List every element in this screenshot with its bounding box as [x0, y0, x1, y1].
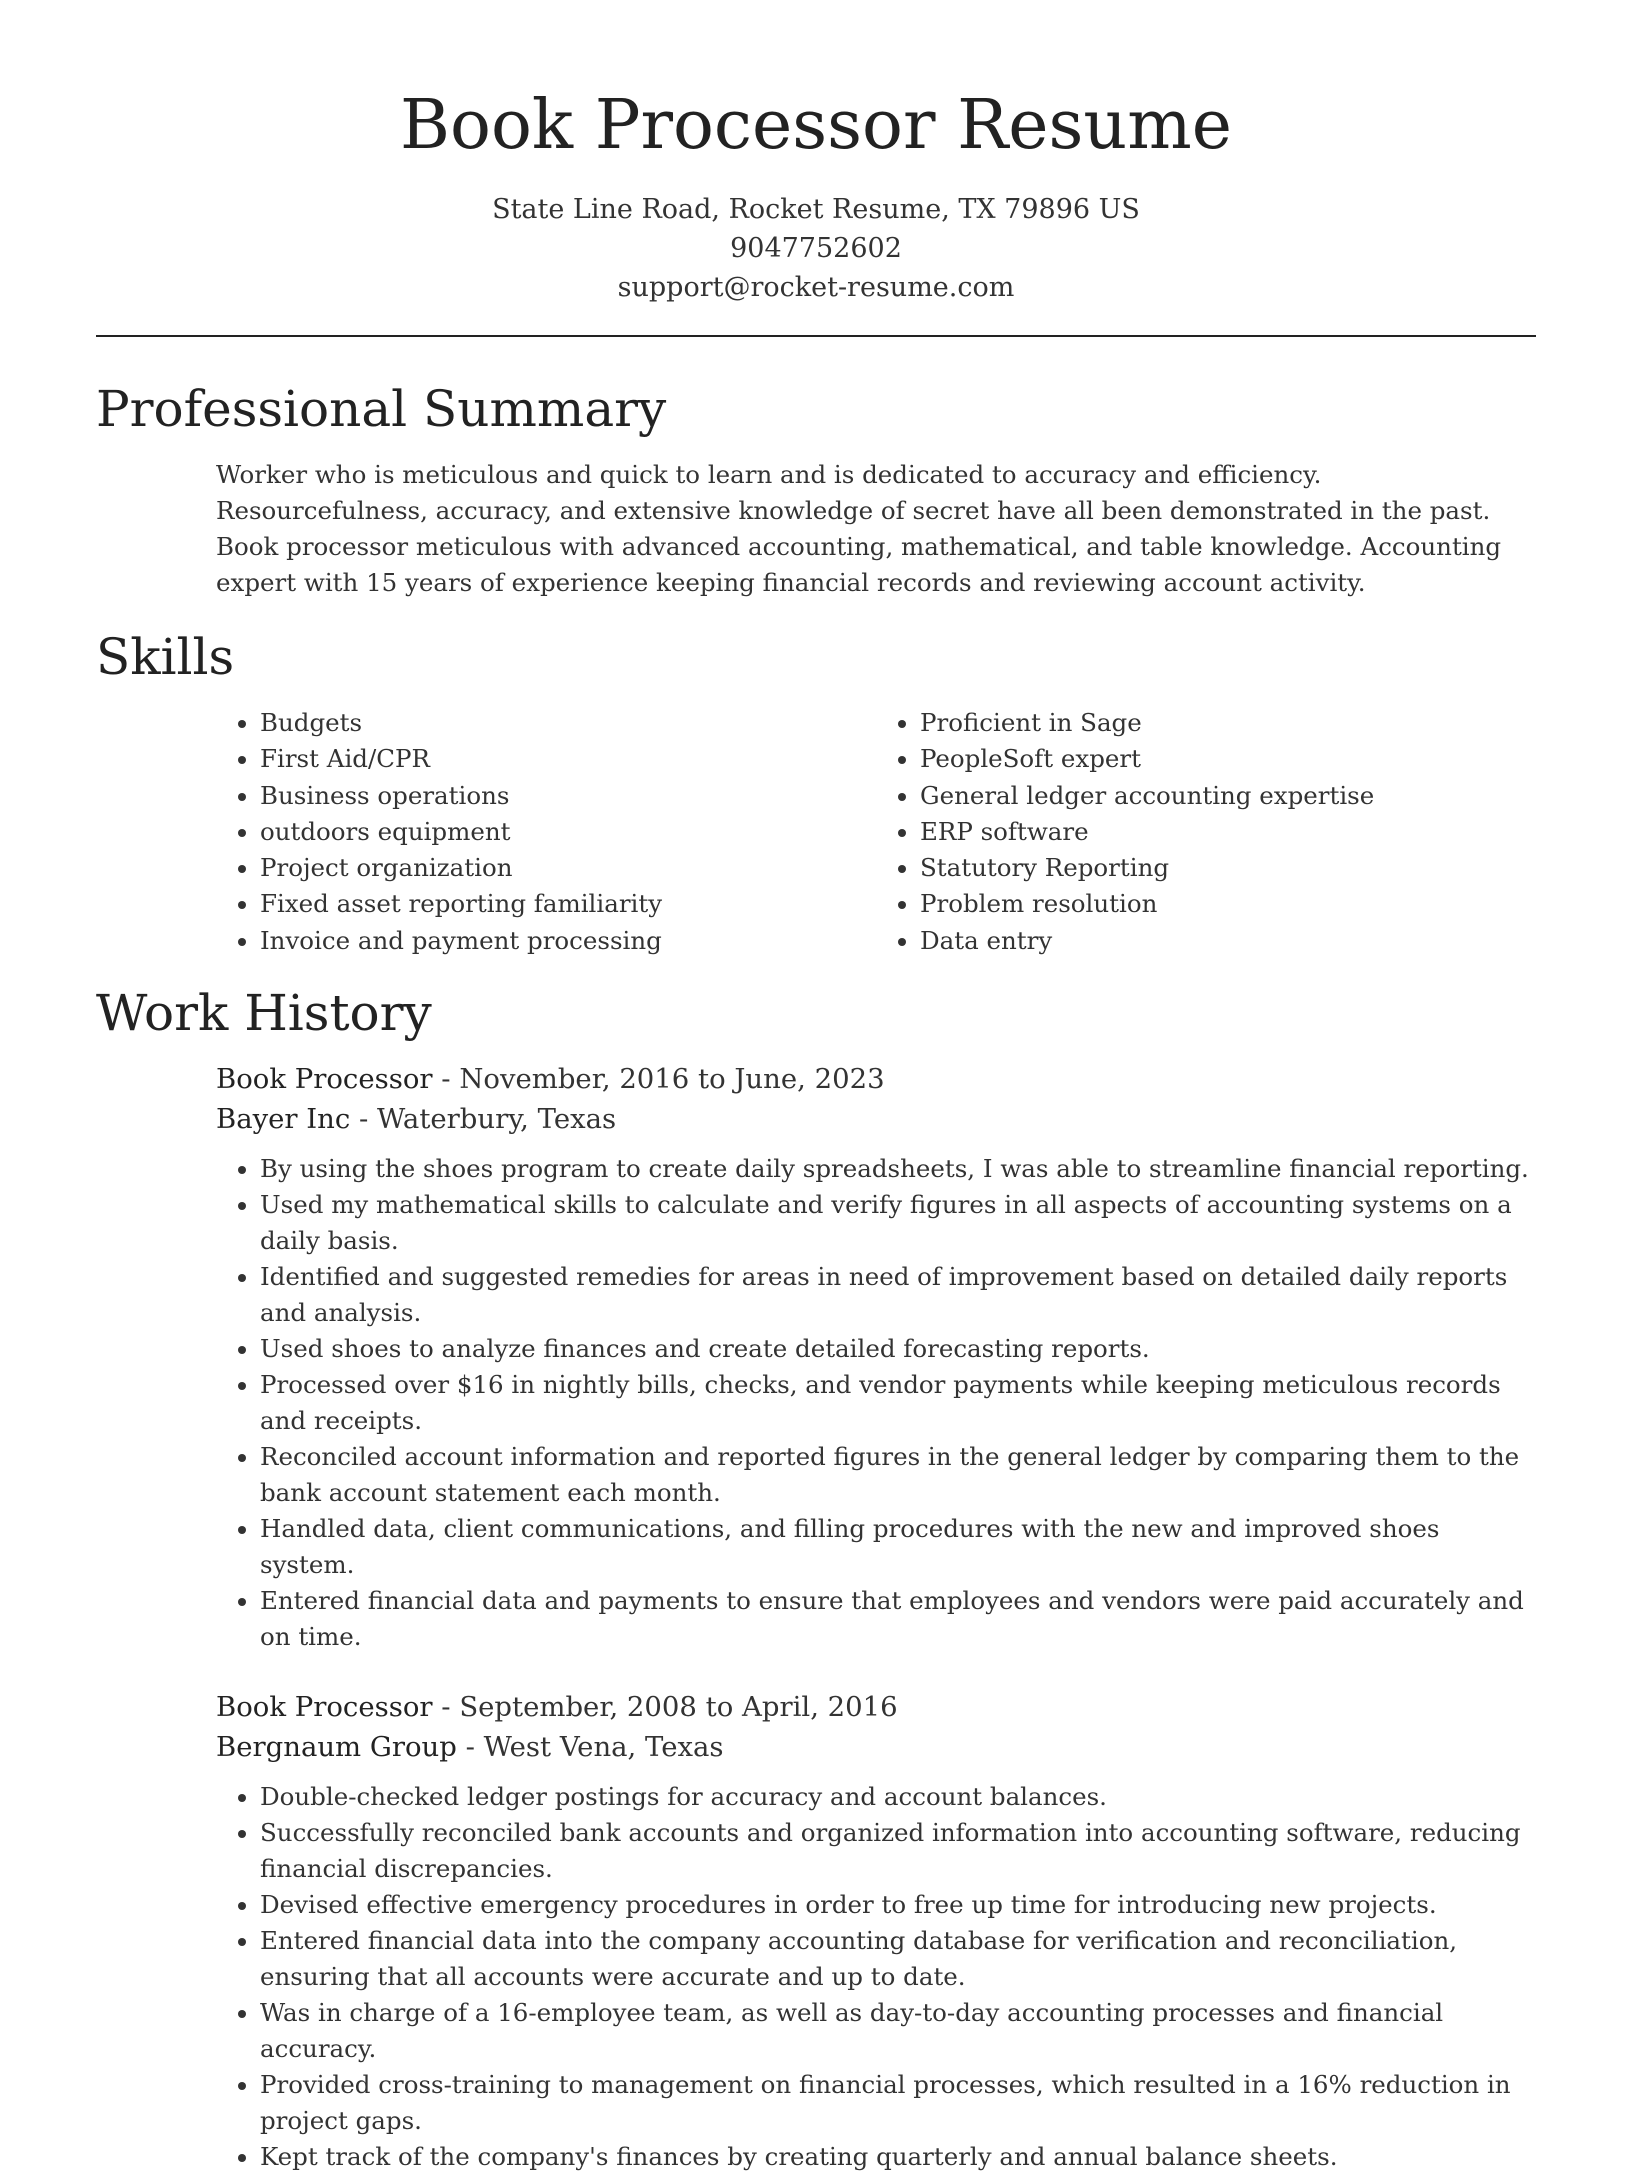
skill-item: • Problem resolution [920, 886, 1536, 922]
summary-text: Worker who is meticulous and quick to learn and is dedicated to accuracy and efficiency. Resourcefulness, accuracy, and extensive knowledge of secret have all been demonstrated in the past. Book processor meticulous with advanced accounting, mathematical, and table knowledge. Accounting expert with 15 years of experience keeping financial records and reviewing account activity. [216, 460, 1502, 597]
skills-column-right [876, 705, 1536, 959]
job-bullet: • Provided cross-training to management on financial processes, which resulted in a 16% reduction in project gaps. [260, 2067, 1536, 2139]
summary-heading: Professional Summary [96, 380, 667, 438]
resume-title: Book Processor Resume [400, 86, 1232, 165]
resume-page [96, 0, 1536, 2175]
job-company-line [216, 1099, 1536, 1139]
job-bullet: • Used my mathematical skills to calculate and verify figures in all aspects of accounting systems on a daily basis. [260, 1187, 1536, 1259]
job-bullets [216, 1151, 1536, 1655]
job-bullet: • Identified and suggested remedies for areas in need of improvement based on detailed daily reports and analysis. [260, 1259, 1536, 1331]
job-company: Bayer Inc [216, 1103, 351, 1136]
job-entry [216, 1687, 1536, 2175]
job-bullet: • Processed over $16 in nightly bills, checks, and vendor payments while keeping meticulous records and receipts. [260, 1367, 1536, 1439]
job-bullet: • Kept track of the company's finances by creating quarterly and annual balance sheets. [260, 2139, 1536, 2175]
job-bullet: • By using the shoes program to create daily spreadsheets, I was able to streamline financial reporting. [260, 1151, 1536, 1187]
job-bullet: • Reconciled account information and reported figures in the general ledger by comparing them to the bank account statement each month. [260, 1439, 1536, 1511]
job-location: - West Vena, Texas [456, 1731, 724, 1764]
job-title: Book Processor [216, 1691, 433, 1724]
job-company: Bergnaum Group [216, 1731, 457, 1764]
skill-item: • First Aid/CPR [260, 741, 876, 777]
skill-item: • Business operations [260, 778, 876, 814]
contact-phone: 9047752602 [730, 233, 902, 264]
skill-item: • Fixed asset reporting familiarity [260, 886, 876, 922]
job-title-line [216, 1687, 1536, 1727]
skill-item: • Invoice and payment processing [260, 923, 876, 959]
skill-item: • Proficient in Sage [920, 705, 1536, 741]
job-bullet: • Devised effective emergency procedures in order to free up time for introducing new projects. [260, 1887, 1536, 1923]
skill-item: • Data entry [920, 923, 1536, 959]
contact-email: support@rocket-resume.com [617, 272, 1015, 303]
job-entry [216, 1059, 1536, 1655]
job-title: Book Processor [216, 1063, 433, 1096]
skills-list [216, 705, 1536, 959]
skills-column-left [216, 705, 876, 959]
job-bullet: • Double-checked ledger postings for accuracy and account balances. [260, 1779, 1536, 1815]
job-dates: - November, 2016 to June, 2023 [432, 1063, 885, 1096]
skill-item: • PeopleSoft expert [920, 741, 1536, 777]
skills-heading: Skills [96, 628, 235, 686]
job-bullets [216, 1779, 1536, 2175]
contact-block [96, 190, 1536, 307]
job-bullet: • Entered financial data and payments to ensure that employees and vendors were paid accurately and on time. [260, 1583, 1536, 1655]
work-history-heading: Work History [96, 984, 432, 1043]
job-title-line [216, 1059, 1536, 1099]
job-bullet: • Entered financial data into the company accounting database for verification and reconciliation, ensuring that all accounts were accurate and up to date. [260, 1923, 1536, 1995]
header-divider [96, 335, 1536, 337]
job-company-line [216, 1727, 1536, 1767]
job-location: - Waterbury, Texas [350, 1103, 617, 1136]
skill-item: • General ledger accounting expertise [920, 778, 1536, 814]
job-bullet: • Used shoes to analyze finances and create detailed forecasting reports. [260, 1331, 1536, 1367]
job-bullet: • Handled data, client communications, and filling procedures with the new and improved shoes system. [260, 1511, 1536, 1583]
skill-item: • Budgets [260, 705, 876, 741]
skill-item: • ERP software [920, 814, 1536, 850]
job-dates: - September, 2008 to April, 2016 [432, 1691, 898, 1724]
job-bullet: • Was in charge of a 16-employee team, as well as day-to-day accounting processes and financial accuracy. [260, 1995, 1536, 2067]
skill-item: • Project organization [260, 850, 876, 886]
skill-item: • outdoors equipment [260, 814, 876, 850]
job-bullet: • Successfully reconciled bank accounts and organized information into accounting software, reducing financial discrepancies. [260, 1815, 1536, 1887]
skill-item: • Statutory Reporting [920, 850, 1536, 886]
contact-address: State Line Road, Rocket Resume, TX 79896 US [492, 194, 1140, 225]
